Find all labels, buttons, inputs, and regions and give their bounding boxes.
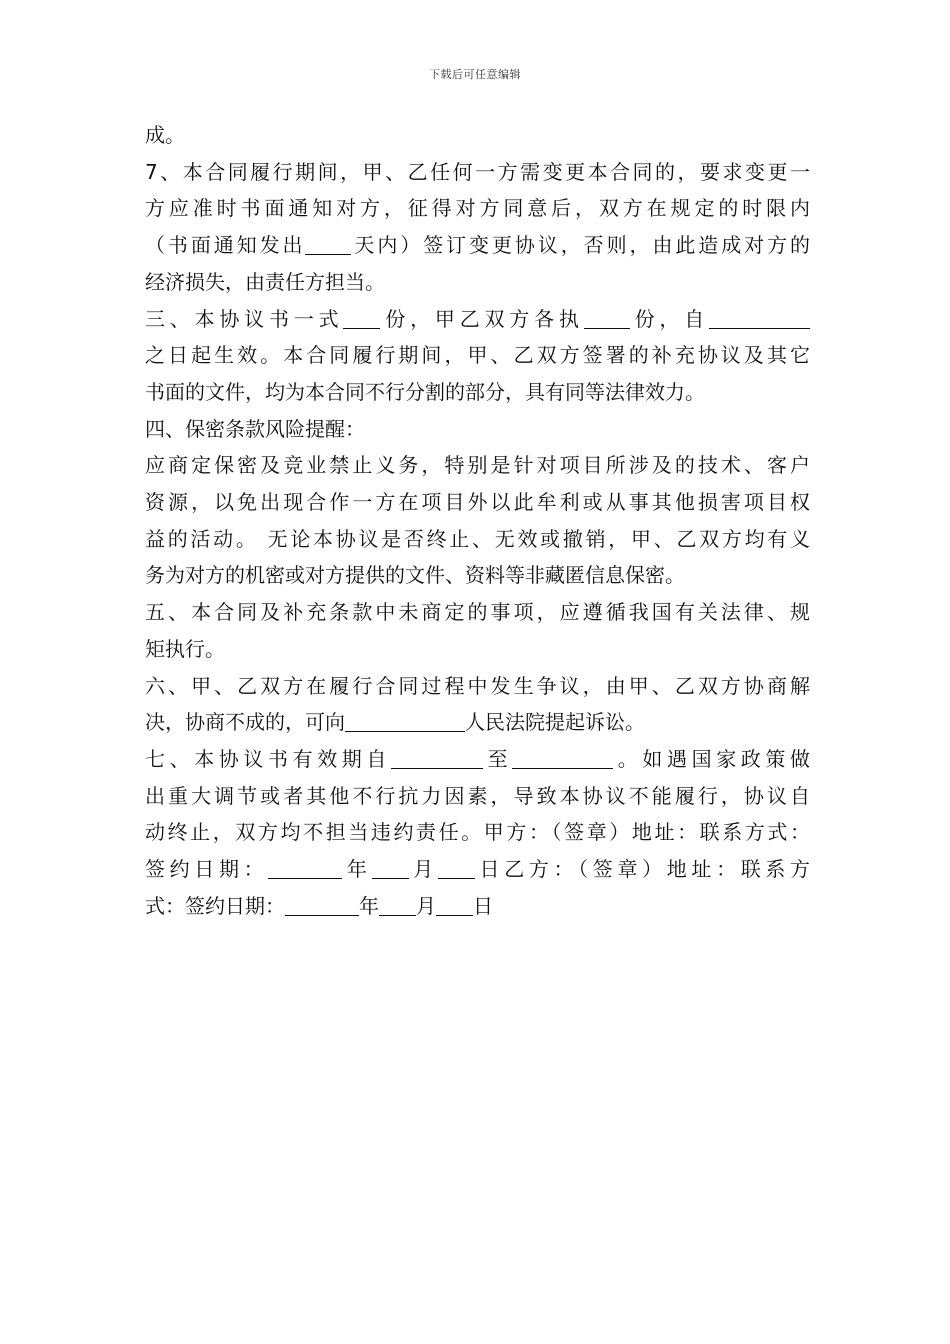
fill-in-blank: [343, 328, 380, 329]
document-line: 四、保密条款风险提醒：: [145, 416, 365, 441]
fill-in-blank: [709, 328, 810, 329]
fill-in-blank: [285, 915, 359, 916]
document-line: 五、本合同及补充条款中未商定的事项，应遵循我国有关法律、规: [145, 600, 810, 625]
document-line: 益的活动。 无论本协议是否终止、无效或撤销，甲、乙双方均有义: [145, 526, 810, 551]
fill-in-blank: [438, 878, 475, 879]
document-line: （书面通知发出 天内）签订变更协议，否则，由此造成对方的: [145, 233, 810, 258]
fill-in-blank: [268, 878, 342, 879]
document-line: 7、本合同履行期间，甲、乙任何一方需变更本合同的，要求变更一: [145, 159, 810, 184]
document-line: 出重大调节或者其他不行抗力因素，导致本协议不能履行，协议自: [145, 783, 810, 808]
document-line: 六、甲、乙双方在履行合同过程中发生争议，由甲、乙双方协商解: [145, 673, 810, 698]
document-line: 方应准时书面通知对方，征得对方同意后，双方在规定的时限内: [145, 196, 810, 221]
document-line: 七、本协议书有效期自 至 。如遇国家政策做: [145, 746, 810, 771]
document-line: 成。: [145, 123, 185, 147]
page-header: 下载后可任意编辑: [429, 68, 521, 81]
fill-in-blank: [391, 768, 483, 769]
document-line: 书面的文件，均为本合同不行分割的部分，具有同等法律效力。: [145, 379, 705, 404]
document-line: 签约日期： 年 月 日乙方：（签章）地址：联系方: [145, 857, 810, 882]
document-line: 三、本协议书一式 份，甲乙双方各执 份，自: [145, 301, 810, 338]
fill-in-blank: [345, 731, 465, 732]
document-line: 决，协商不成的，可向 人民法院提起诉讼。: [145, 710, 645, 735]
fill-in-blank: [372, 878, 409, 879]
document-line: 动终止，双方均不担当违约责任。甲方：（签章）地址：联系方式：: [145, 820, 810, 845]
document-line: 应商定保密及竞业禁止义务，特别是针对项目所涉及的技术、客户: [145, 453, 810, 478]
document-line: 务为对方的机密或对方提供的文件、资料等非藏匿信息保密。: [145, 563, 685, 588]
document-line: 资源，以免出现合作一方在项目外以此牟利或从事其他损害项目权: [145, 490, 810, 515]
document-line: 式：签约日期： 年 月 日: [145, 893, 493, 918]
document-line: 经济损失，由责任方担当。: [145, 269, 385, 294]
fill-in-blank: [512, 768, 613, 769]
fill-in-blank: [305, 254, 351, 255]
document-line: 之日起生效。本合同履行期间，甲、乙双方签署的补充协议及其它: [145, 343, 810, 368]
document-line: 矩执行。: [145, 636, 225, 661]
fill-in-blank: [379, 915, 416, 916]
fill-in-blank: [584, 328, 630, 329]
document-body: [145, 117, 810, 924]
fill-in-blank: [436, 915, 473, 916]
